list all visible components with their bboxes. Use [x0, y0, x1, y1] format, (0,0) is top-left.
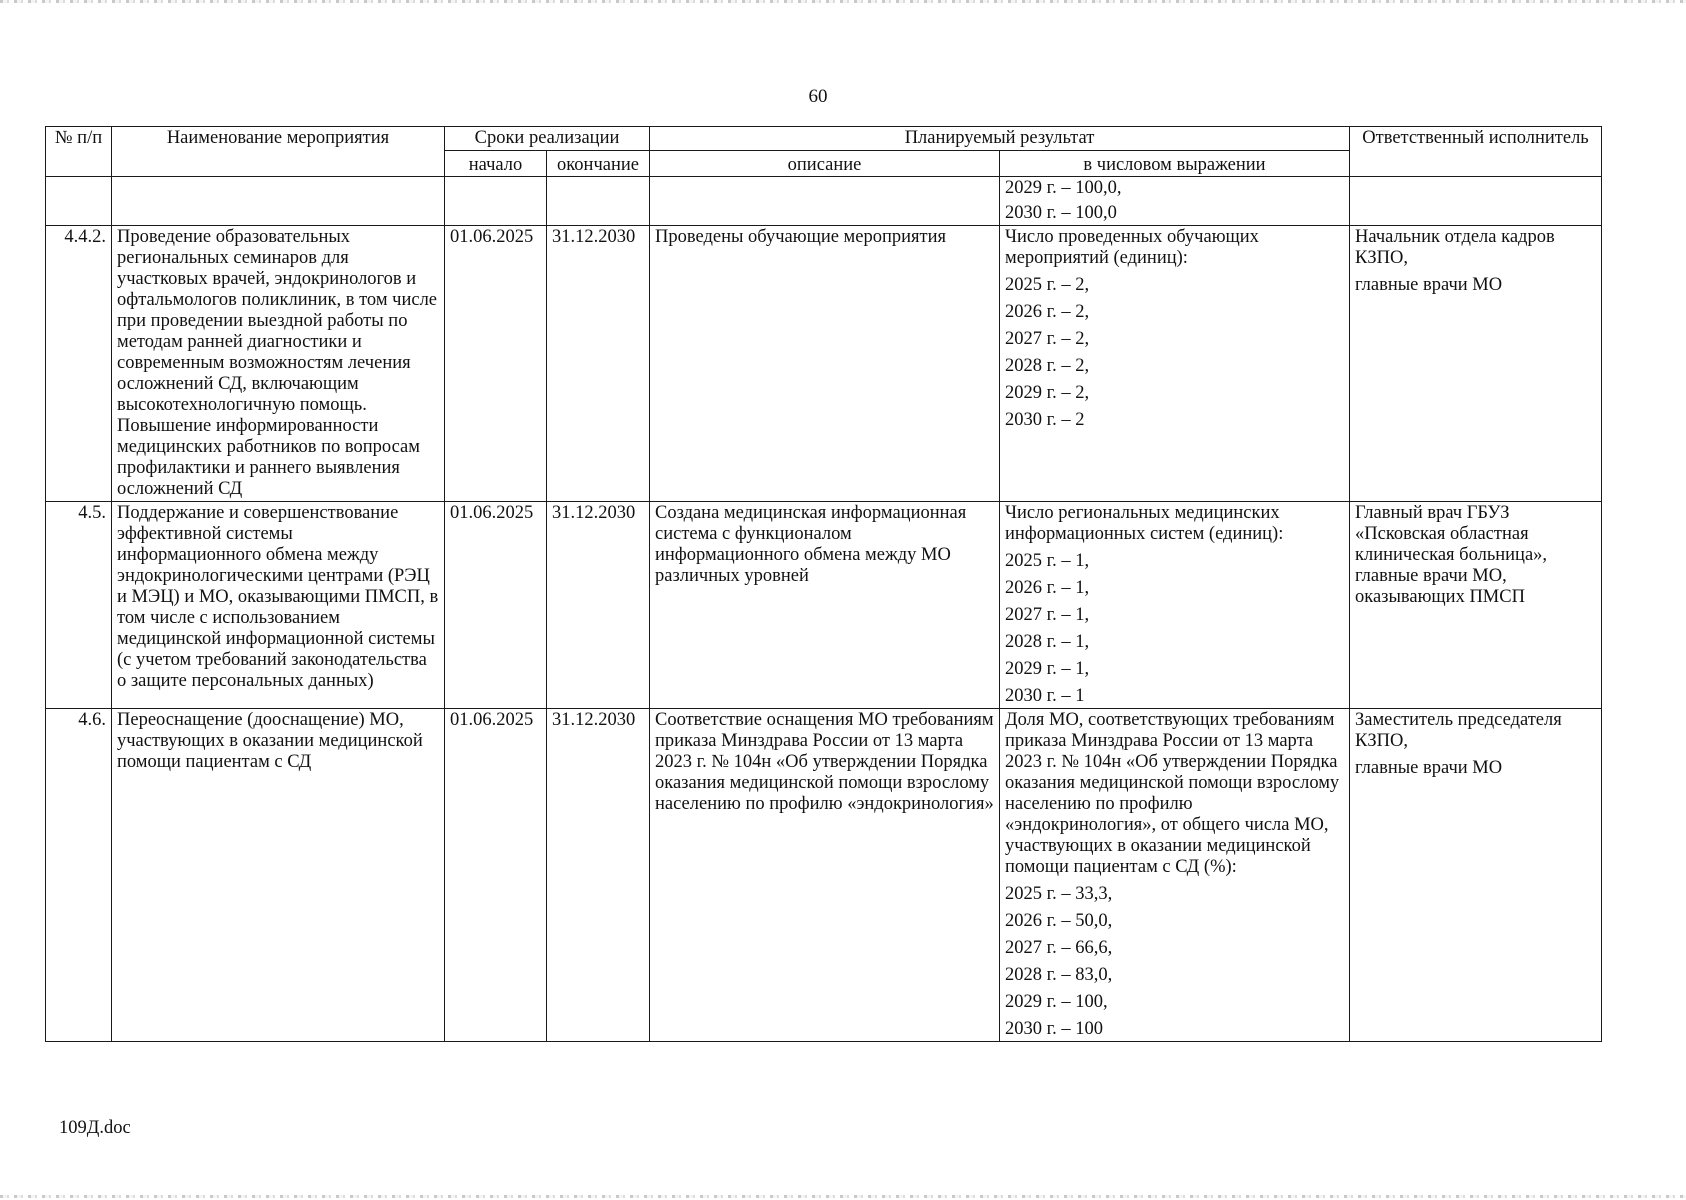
responsible-line: Главный врач ГБУЗ «Псковская областная клиническая больница», главные врачи МО, оказывающих ПМСП	[1355, 503, 1548, 607]
header-numeric: в числовом выражении	[1000, 151, 1350, 177]
responsible-line: Начальник отдела кадров КЗПО,	[1355, 227, 1555, 268]
scan-edge-top	[0, 0, 1686, 3]
numeric-value: 2025 г. – 1,	[1005, 551, 1090, 571]
activity-name: Переоснащение (дооснащение) МО, участвующих в оказании медицинской помощи пациентам с СД	[112, 709, 445, 1042]
numeric-value: 2025 г. – 2,	[1005, 275, 1090, 295]
activity-name: Поддержание и совершенствование эффективной системы информационного обмена между эндокринологическими центрами (РЭЦ и МЭЦ) и МО, оказывающими ПМСП, в том числе с использованием медицинской информационной системы (с учетом требований законодательства о защите персональных данных)	[112, 502, 445, 709]
continuation-num-cell	[46, 177, 112, 226]
numeric-value: 2030 г. – 100	[1005, 1019, 1104, 1039]
responsible	[1350, 226, 1602, 502]
responsible-line: Заместитель председателя КЗПО,	[1355, 710, 1562, 751]
numeric-value: 2025 г. – 33,3,	[1005, 884, 1113, 904]
continuation-value-2030: 2030 г. – 100,0	[1005, 203, 1117, 223]
end-date: 31.12.2030	[547, 226, 650, 502]
continuation-end-cell	[547, 177, 650, 226]
table-row	[46, 502, 1602, 709]
header-row-main	[46, 127, 1602, 151]
numeric-value: 2028 г. – 1,	[1005, 632, 1090, 652]
header-description: описание	[650, 151, 1000, 177]
responsible-line: главные врачи МО	[1355, 758, 1503, 778]
table-row	[46, 226, 1602, 502]
result-description: Создана медицинская информационная система с функционалом информационного обмена между МО различных уровней	[650, 502, 1000, 709]
continuation-responsible-cell	[1350, 177, 1602, 226]
header-name: Наименование мероприятия	[112, 127, 445, 177]
continuation-description-cell	[650, 177, 1000, 226]
result-numeric	[1000, 226, 1350, 502]
responsible-line: главные врачи МО	[1355, 275, 1503, 295]
start-date: 01.06.2025	[445, 226, 547, 502]
continuation-value-2029: 2029 г. – 100,0,	[1005, 178, 1122, 198]
numeric-value: 2027 г. – 1,	[1005, 605, 1090, 625]
activities-table	[45, 126, 1602, 1042]
numeric-intro: Доля МО, соответствующих требованиям приказа Минздрава России от 13 марта 2023 г. № 104н «Об утверждении Порядка оказания медицинской помощи взрослому населению по профилю «эндокринология», от общего числа МО, участвующих в оказании медицинской помощи пациентам с СД (%):	[1005, 710, 1340, 877]
header-terms: Сроки реализации	[445, 127, 650, 151]
row-number: 4.4.2.	[46, 226, 112, 502]
continuation-start-cell	[445, 177, 547, 226]
numeric-value: 2026 г. – 1,	[1005, 578, 1090, 598]
numeric-value: 2030 г. – 1	[1005, 686, 1085, 706]
header-responsible: Ответственный исполнитель	[1350, 127, 1602, 177]
header-end: окончание	[547, 151, 650, 177]
responsible	[1350, 709, 1602, 1042]
numeric-value: 2029 г. – 1,	[1005, 659, 1090, 679]
numeric-value: 2030 г. – 2	[1005, 410, 1085, 430]
page-number: 60	[808, 86, 828, 107]
document-filename: 109Д.doc	[59, 1118, 131, 1138]
header-result: Планируемый результат	[650, 127, 1350, 151]
numeric-value: 2026 г. – 50,0,	[1005, 911, 1113, 931]
continuation-row	[46, 177, 1602, 226]
numeric-value: 2028 г. – 83,0,	[1005, 965, 1113, 985]
numeric-value: 2027 г. – 2,	[1005, 329, 1090, 349]
numeric-value: 2027 г. – 66,6,	[1005, 938, 1113, 958]
result-description: Проведены обучающие мероприятия	[650, 226, 1000, 502]
numeric-intro: Число проведенных обучающих мероприятий (единиц):	[1005, 227, 1259, 268]
end-date: 31.12.2030	[547, 502, 650, 709]
row-number: 4.5.	[46, 502, 112, 709]
numeric-value: 2026 г. – 2,	[1005, 302, 1090, 322]
activity-name: Проведение образовательных региональных семинаров для участковых врачей, эндокринологов и офтальмологов поликлиник, в том числе при проведении выездной работы по методам ранней диагностики и современным возможностям лечения осложнений СД, включающим высокотехнологичную помощь. Повышение информированности медицинских работников по вопросам профилактики и раннего выявления осложнений СД	[112, 226, 445, 502]
start-date: 01.06.2025	[445, 502, 547, 709]
responsible	[1350, 502, 1602, 709]
scan-edge-bottom	[0, 1195, 1686, 1198]
numeric-intro: Число региональных медицинских информационных систем (единиц):	[1005, 503, 1284, 544]
numeric-value: 2028 г. – 2,	[1005, 356, 1090, 376]
table-row	[46, 709, 1602, 1042]
end-date: 31.12.2030	[547, 709, 650, 1042]
result-description: Соответствие оснащения МО требованиям приказа Минздрава России от 13 марта 2023 г. № 104н «Об утверждении Порядка оказания медицинской помощи взрослому населению по профилю «эндокринология»	[650, 709, 1000, 1042]
header-start: начало	[445, 151, 547, 177]
header-num: № п/п	[46, 127, 112, 177]
result-numeric	[1000, 502, 1350, 709]
continuation-name-cell	[112, 177, 445, 226]
start-date: 01.06.2025	[445, 709, 547, 1042]
numeric-value: 2029 г. – 2,	[1005, 383, 1090, 403]
result-numeric	[1000, 709, 1350, 1042]
numeric-value: 2029 г. – 100,	[1005, 992, 1108, 1012]
row-number: 4.6.	[46, 709, 112, 1042]
continuation-values-cell	[1000, 177, 1350, 226]
